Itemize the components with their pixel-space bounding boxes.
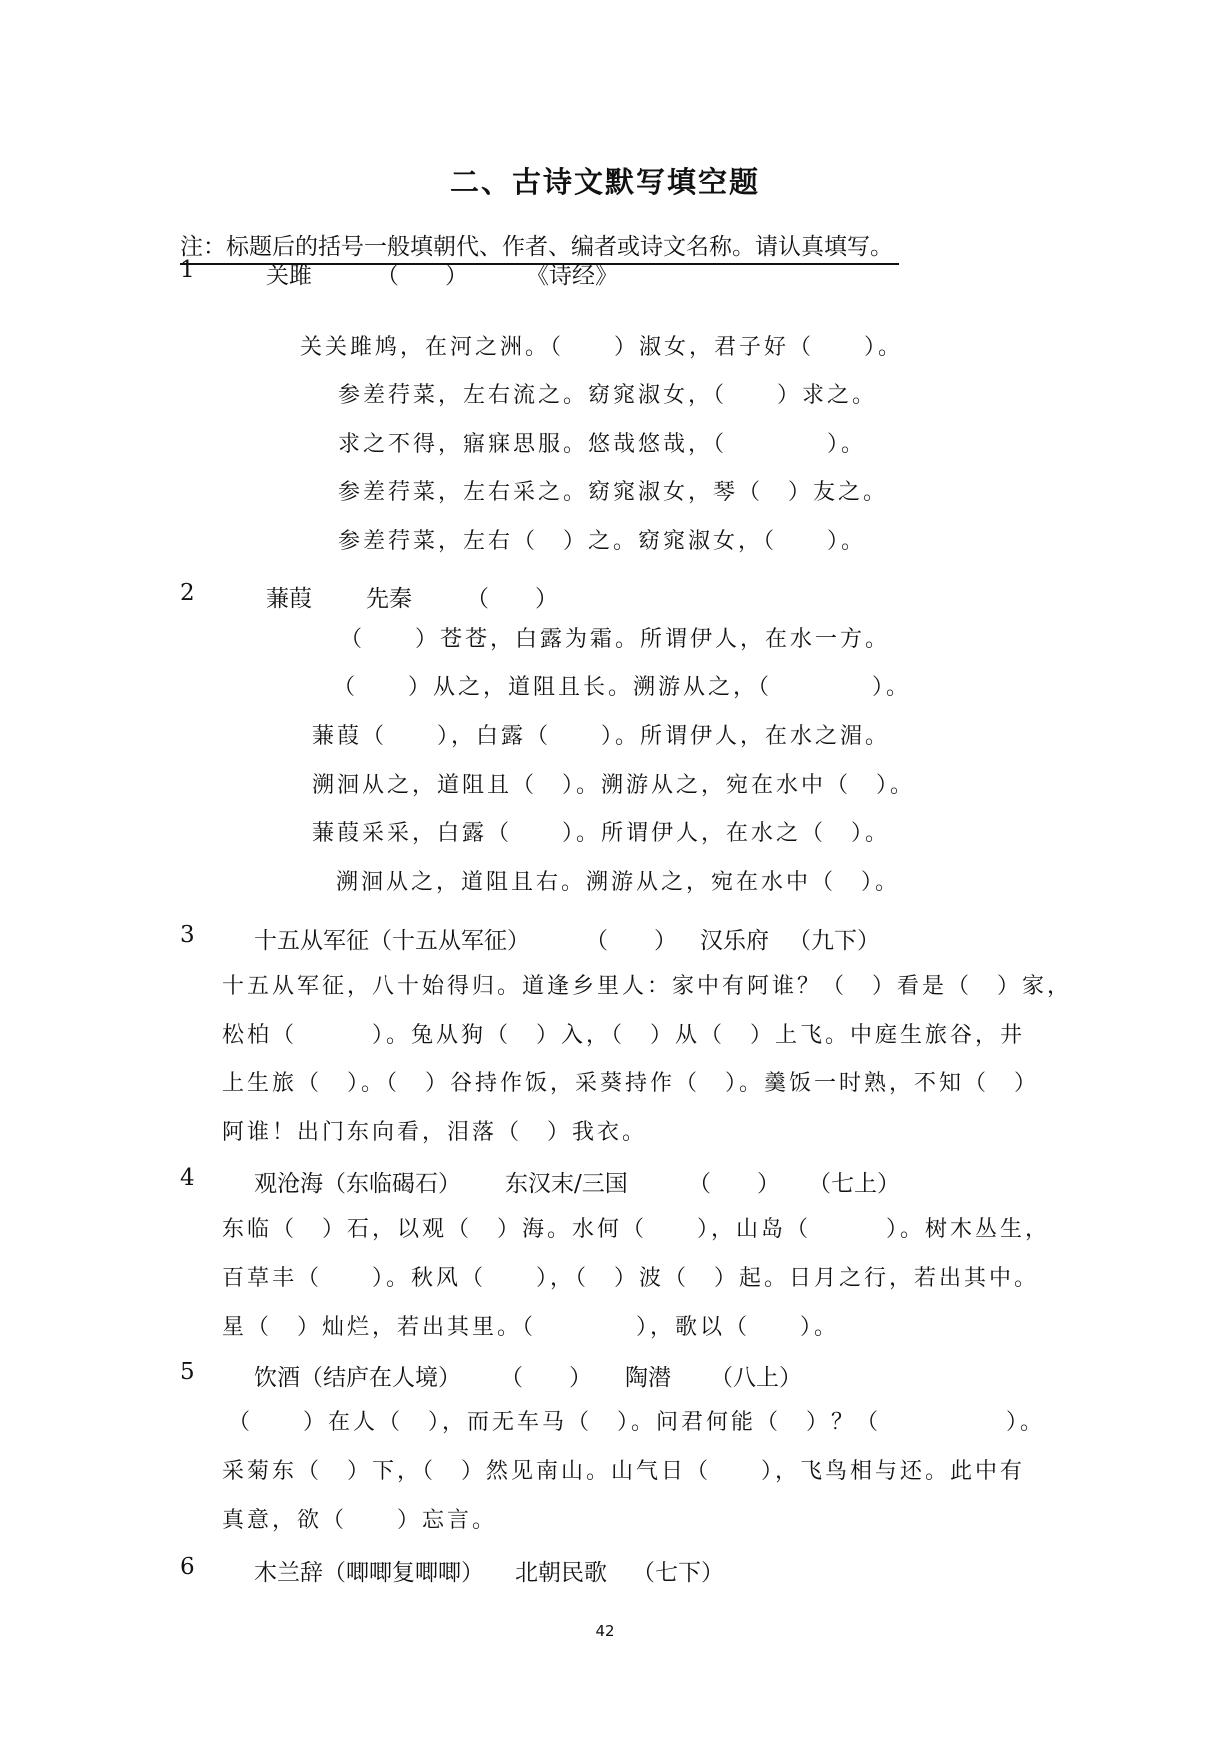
blank-parens: （ ） <box>376 263 468 289</box>
section-number: 3 <box>180 922 195 948</box>
author-name: 陶潜 <box>625 1365 671 1391</box>
grade-level: （七下） <box>632 1560 724 1586</box>
dynasty: 先秦 <box>366 586 412 612</box>
section-number: 6 <box>180 1554 195 1580</box>
poem-line: 阿谁！出门东向看，泪落（ ）我衣。 <box>222 1120 648 1145</box>
poem-line: 溯洄从之，道阻且右。溯游从之，宛在水中（ ）。 <box>336 870 901 895</box>
poem-line: 蒹葭（ ），白露（ ）。所谓伊人，在水之湄。 <box>312 724 891 749</box>
poem-title: 蒹葭 <box>266 586 312 612</box>
source-name: 北朝民歌 <box>515 1560 607 1586</box>
poem-title: 木兰辞（唧唧复唧唧） <box>254 1560 484 1586</box>
blank-parens: （ ） <box>585 928 677 954</box>
poem-line: 参差荇菜，左右流之。窈窕淑女，（ ）求之。 <box>338 383 878 408</box>
poem-line: 参差荇菜，左右采之。窈窕淑女，琴（ ）友之。 <box>338 480 889 505</box>
blank-parens: （ ） <box>688 1171 780 1197</box>
poem-line: 蒹葭采采，白露（ ）。所谓伊人，在水之（ ）。 <box>312 821 891 846</box>
poem-line: 十五从军征，八十始得归。道逢乡里人：家中有阿谁？（ ）看是（ ）家， <box>222 974 1073 999</box>
section-number: 1 <box>180 257 195 283</box>
poem-line: 松柏（ ）。兔从狗（ ）入，（ ）从（ ）上飞。中庭生旅谷，井 <box>222 1023 1026 1048</box>
instruction-note: 注：标题后的括号一般填朝代、作者、编者或诗文名称。请认真填写。 <box>180 228 899 265</box>
poem-line: 星（ ）灿烂，若出其里。（ ），歌以（ ）。 <box>222 1315 840 1340</box>
dynasty: 东汉末/三国 <box>505 1171 628 1197</box>
poem-line: 关关雎鸠，在河之洲。（ ）淑女，君子好（ ）。 <box>300 335 904 360</box>
grade-level: （九下） <box>788 928 880 954</box>
poem-line: 真意，欲（ ）忘言。 <box>222 1508 498 1533</box>
poem-line: 上生旅（ ）。（ ）谷持作饭，采葵持作（ ）。羹饭一时熟，不知（ ） <box>222 1071 1040 1096</box>
blank-parens: （ ） <box>466 586 558 612</box>
poem-line: 采菊东（ ）下，（ ）然见南山。山气日（ ），飞鸟相与还。此中有 <box>222 1459 1026 1484</box>
poem-line: 溯洄从之，道阻且（ ）。溯游从之，宛在水中（ ）。 <box>312 773 916 798</box>
poem-line: （ ）在人（ ），而无车马（ ）。问君何能（ ）？（ ）。 <box>228 1410 1046 1435</box>
poem-title: 观沧海（东临碣石） <box>254 1171 461 1197</box>
source-name: 汉乐府 <box>700 928 769 954</box>
poem-line: 求之不得，寤寐思服。悠哉悠哉，（ ）。 <box>338 432 867 457</box>
page-title: 二、古诗文默写填空题 <box>449 165 760 199</box>
poem-title: 关雎 <box>266 263 312 289</box>
grade-level: （七上） <box>808 1171 900 1197</box>
poem-line: （ ）从之，道阻且长。溯游从之，（ ）。 <box>333 675 912 700</box>
section-number: 4 <box>180 1165 195 1191</box>
section-number: 5 <box>180 1359 195 1385</box>
poem-line: 百草丰（ ）。秋风（ ），（ ）波（ ）起。日月之行，若出其中。 <box>222 1266 1040 1291</box>
poem-line: （ ）苍苍，白露为霜。所谓伊人，在水一方。 <box>340 627 891 652</box>
source-name: 《诗经》 <box>526 263 618 289</box>
blank-parens: （ ） <box>500 1365 592 1391</box>
poem-title: 十五从军征（十五从军征） <box>254 928 530 954</box>
poem-title: 饮酒（结庐在人境） <box>254 1365 461 1391</box>
poem-line: 参差荇菜，左右（ ）之。窈窕淑女，（ ）。 <box>338 529 867 554</box>
page-number: 42 <box>595 1622 615 1640</box>
section-number: 2 <box>180 580 195 606</box>
poem-line: 东临（ ）石，以观（ ）海。水何（ ），山岛（ ）。树木丛生， <box>222 1217 1051 1242</box>
grade-level: （八上） <box>710 1365 802 1391</box>
